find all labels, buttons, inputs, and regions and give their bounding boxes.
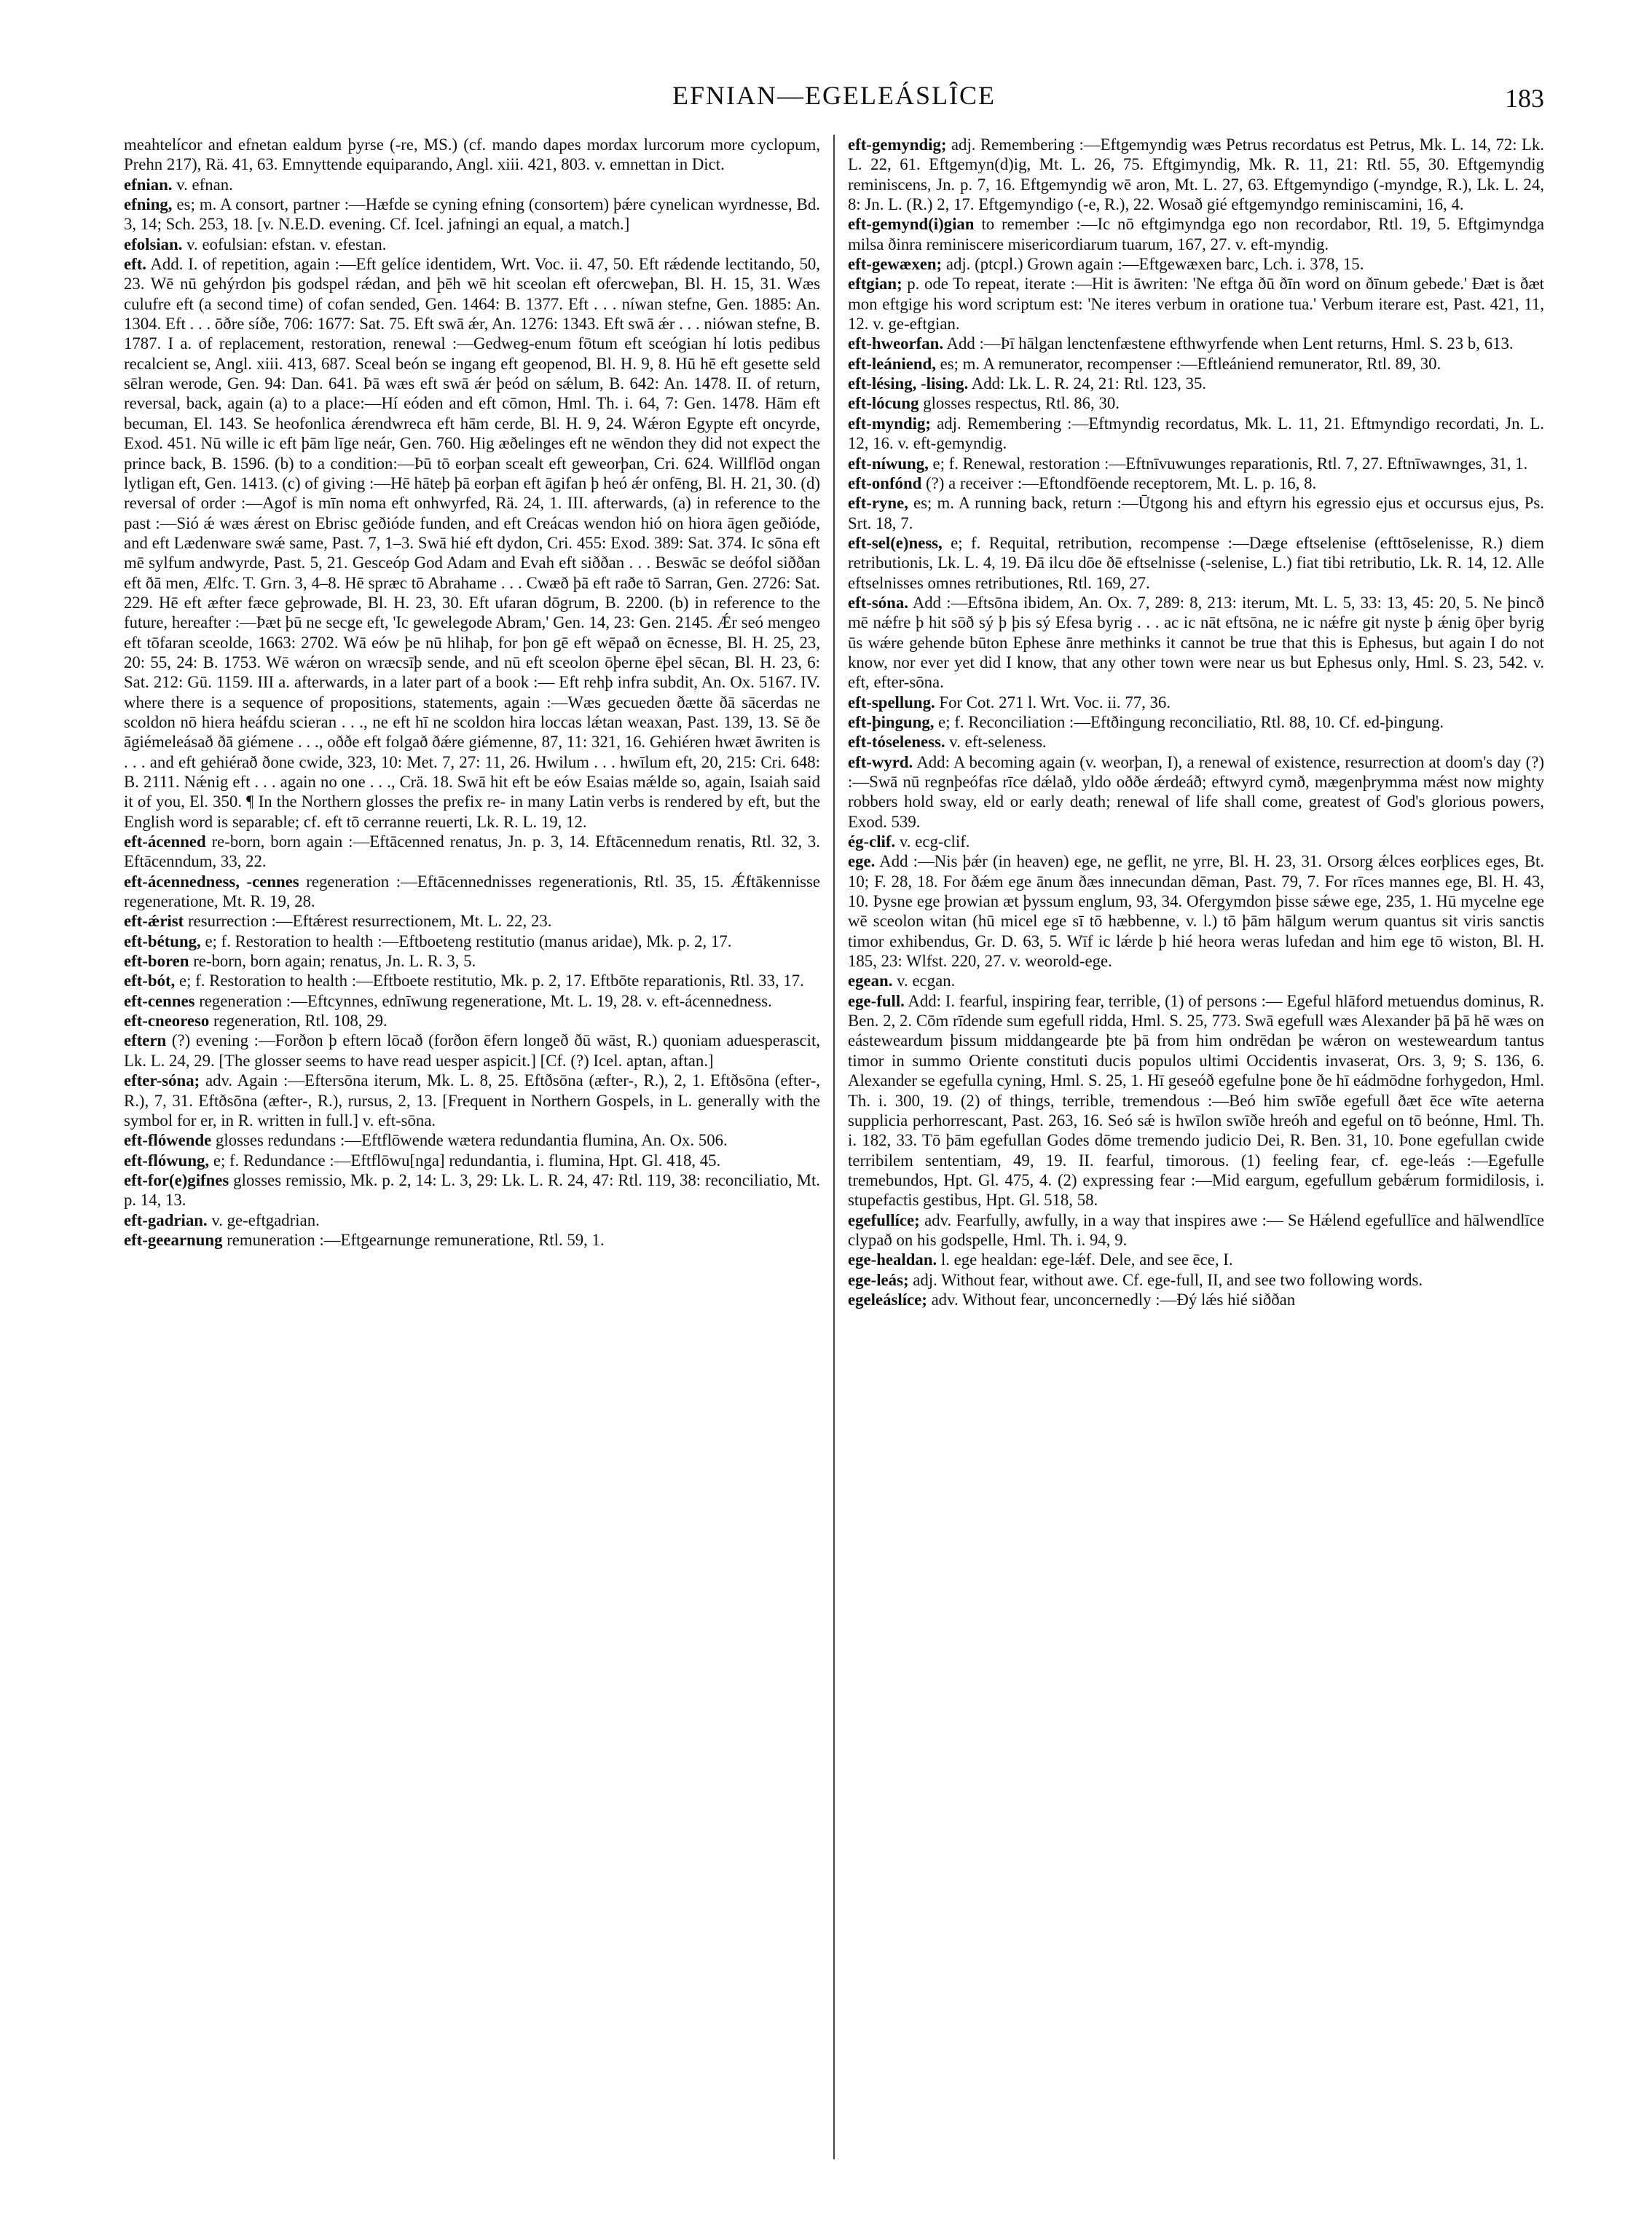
entry-headword: eft-cennes <box>124 991 195 1010</box>
dictionary-entry <box>124 1031 820 1071</box>
entry-headword: eft-bétung, <box>124 931 201 950</box>
entry-headword: ege-leás; <box>848 1270 909 1289</box>
dictionary-entry <box>848 354 1544 374</box>
dictionary-entry <box>848 135 1544 214</box>
entry-definition: regeneration, Rtl. 108, 29. <box>213 1012 388 1031</box>
dictionary-entry <box>124 1151 820 1170</box>
dictionary-entry <box>848 254 1544 274</box>
dictionary-entry <box>848 1210 1544 1250</box>
dictionary-entry <box>848 393 1544 413</box>
dictionary-entry <box>124 135 820 175</box>
dictionary-entry <box>124 254 820 832</box>
dictionary-entry <box>848 712 1544 732</box>
entry-definition: Add. I. of repetition, again :—Eft gelíce identidem, Wrt. Voc. ii. 47, 50. Eft rǽdende lectitando, 50, 23. Wē nū gehýrdon þis godspel rǽdan, and þēh wē hit sceolan eft ofercweþan, Bl. H. 15, 31. Wæs culufre eft (a second time) of cofan sended, Gen. 1464: B. 1377. Eft . . . níwan stefne, Gen. 1885: An. 1304. Eft . . . ōðre síðe, 706: 1677: Sat. 75. Eft swā ǽr, An. 1276: 1343. Eft swā ǽr . . . niówan stefne, B. 1787. I a. of replacement, restoration, renewal :—Gedweg-enum fōtum eft sceógian hí lotis pedibus recalcient se, Angl. xiii. 413, 687. Sceal beón se ingang eft geopenod, Bl. H. 9, 8. Hū hē eft gesette seld sēlran werode, Gen. 94: Dan. 641. Þā wæs eft swā ǽr þeód on sǽlum, B. 642: An. 1478. II. of return, reversal, back, again (a) to a place:—Hí eóden and eft cōmon, Hml. Th. i. 64, 7: Gen. 1478. Hām eft becuman, El. 143. Se heofonlica ǽrendwreca eft hām cerde, Bl. H. 9, 24. Wǽron Egypte eft oncyrde, Exod. 451. Nū wille ic eft þām līge neár, Gen. 760. Hig æðelinges eft ne wēndon they did not expect the prince back, B. 1596. (b) to a condition:—Þū tō eorþan scealt eft geweorþan, Cri. 624. Willflōd ongan lytligan eft, Gen. 1413. (c) of giving :—Hē hāteþ þā eorþan eft āgifan þ heó ǽr onfēng, Bl. H. 21, 30. (d) reversal of order :—Agof is mīn noma eft onhwyrfed, Rä. 24, 1. III. afterwards, (a) in reference to the past :—Sió ǽ wæs ǽrest on Ebrisc geðióde funden, and eft Creácas wendon hió on hiora āgen geðióde, and eft Lædenware swǽ same, Past. 7, 1–3. Swā hié eft dydon, Cri. 455: Exod. 389: Sat. 374. Ic sōna eft mē sylfum andwyrde, Past. 5, 21. Gesceóp God Adam and Evah eft siððan . . . Beswāc se deófol siððan eft ðā men, Ælfc. T. Grn. 3, 4–8. Hē spræc tō Abrahame . . . Cwæð þā eft raðe tō Sarran, Gen. 2726: Sat. 229. Hē eft æfter fæce geþrowade, Bl. H. 23, 30. Eft ufaran dōgrum, B. 2200. (b) in reference to the future, hereafter :—Þæt þū ne secge eft, 'Ic gewelegode Abram,' Gen. 14, 23: Gen. 2145. Ǽr seó mengeo eft tōfaran sceolde, 1663: 2702. Wā eów þe nū hlihaþ, for þon gē eft wēpað on ēcnesse, Bl. H. 25, 23, 20: 55, 24: B. 1753. Wē wǽron on wræcsīþ sende, and nū eft sceolon ōþerne ēþel sēcan, Bl. H. 23, 6: Sat. 212: Gū. 1159. III a. afterwards, in a later part of a book :— Eft rehþ infra subdit, An. Ox. 5167. IV. where there is a sequence of propositions, statements, again :—Wæs gecueden ðætte ðā sācerdas ne scoldon nō hiera heáfdu scieran . . ., ne eft hī ne scoldon hira loccas lǽtan weaxan, Past. 139, 13. Sē ðe āgiémeleásað ðā giémene . . ., oððe eft folgað ðǽre giémenne, 87, 11: 321, 16. Gehiéren hwæt āwriten is . . . and eft gehiérað ðone cwide, 323, 10: Met. 7, 27: 11, 26. Hwilum . . . hwīlum eft, 20, 215: Cri. 648: B. 2111. Nǽnig eft . . . again no one . . ., Crä. 18. Swā hit eft be eów Esaias mǽlde so, again, Isaiah said it of you, El. 350. ¶ In the Northern glosses the prefix re- in many Latin verbs is rendered by eft, but the English word is separable; cf. eft tō cerranne reuerti, Lk. R. L. 19, 12. <box>124 255 820 831</box>
entry-definition: regeneration :—Eftācennednisses regenerationis, Rtl. 35, 15. Ǽftākennisse regeneratione, Mt. R. 19, 28. <box>124 872 820 911</box>
dictionary-entry <box>848 752 1544 832</box>
entry-headword: eft-ǽrist <box>124 912 184 931</box>
entry-definition: re-born, born again; renatus, Jn. L. R. 3, 5. <box>193 952 476 971</box>
dictionary-entry <box>848 414 1544 454</box>
entry-headword: egean. <box>848 972 893 990</box>
dictionary-entry <box>124 832 820 872</box>
entry-definition: e; f. Restoration to health :—Eftboete restitutio, Mk. p. 2, 17. Eftbōte reparationis, Rtl. 33, 17. <box>178 972 804 990</box>
dictionary-entry <box>848 732 1544 752</box>
entry-definition: adv. Fearfully, awfully, in a way that inspires awe :— Se Hǽlend egefullīce and hālwendlīce clypað on his godspelle, Hml. Th. i. 94, 9. <box>848 1210 1544 1249</box>
entry-definition: Add: A becoming again (v. weorþan, I), a renewal of existence, resurrection at doom's day (?) :—Swā nū regnþeófas rīce dǽlað, yldo oððe ǽrdeáð; eftwyrd cymð, mægenþrymma mǽst now mighty robbers hold sway, eld or early death; renewal of life shall come, greatest of God's glorious powers, Exod. 539. <box>848 752 1544 831</box>
dictionary-entry <box>848 533 1544 593</box>
entry-definition: glosses redundans :—Eftflōwende wætera redundantia flumina, An. Ox. 506. <box>215 1131 728 1150</box>
entry-headword: eft-geearnung <box>124 1230 223 1249</box>
dictionary-entry <box>848 374 1544 393</box>
entry-definition: es; m. A remunerator, recompenser :—Eftleániend remunerator, Rtl. 89, 30. <box>940 354 1441 373</box>
entry-headword: eft-cneoreso <box>124 1012 210 1031</box>
entry-definition: meahtelícor and efnetan ealdum þyrse (-re, MS.) (cf. mando dapes mordax lurcorum more cyclopum, Prehn 217), Rä. 41, 63. Emnyttende equiparando, Angl. xiii. 421, 803. v. emnettan in Dict. <box>124 135 820 174</box>
entry-definition: v. ecg-clif. <box>899 832 970 851</box>
dictionary-entry <box>124 931 820 951</box>
entry-headword: eft-gemyndig; <box>848 135 947 154</box>
entry-definition: adj. Remembering :—Eftgemyndig wæs Petrus recordatus est Petrus, Mk. L. 14, 72: Lk. L. 22, 61. Eftgemyn(d)ig, Mt. L. 26, 75. Eftgimyndig, Mk. R. 11, 21: Rtl. 55, 30. Eftgemyndig reminiscens, Jn. p. 7, 16. Eftgemyndig wē aron, Mt. L. 27, 63. Eftgemyndigo (-myndge, R.), Lk. L. 24, 8: Jn. L. (R.) 2, 17. Eftgemyndigo (-e, R.), 22. Wosað gié eftgemyndgo reminiscamini, 16, 4. <box>848 135 1544 214</box>
entry-headword: eft-onfónd <box>848 473 922 492</box>
entry-headword: eft-myndig; <box>848 414 931 433</box>
dictionary-entry <box>848 1290 1544 1309</box>
entry-headword: eft-ácenned <box>124 832 206 851</box>
entry-definition: Add: Lk. L. R. 24, 21: Rtl. 123, 35. <box>971 374 1207 393</box>
entry-headword: eft-gewæxen; <box>848 255 943 274</box>
entry-headword: ég-clif. <box>848 832 896 851</box>
entry-headword: efnian. <box>124 175 173 194</box>
dictionary-entry <box>124 971 820 990</box>
dictionary-entry <box>124 991 820 1011</box>
entry-definition: v. eofulsian: efstan. v. efestan. <box>186 235 387 253</box>
page-header <box>124 80 1544 124</box>
entry-headword: eft-hweorfan. <box>848 334 944 353</box>
entry-definition: e; f. Redundance :—Eftflōwu[nga] redundantia, i. flumina, Hpt. Gl. 418, 45. <box>213 1151 721 1170</box>
dictionary-entry <box>848 1270 1544 1290</box>
entry-definition: glosses remissio, Mk. p. 2, 14: L. 3, 29: Lk. L. R. 24, 47: Rtl. 119, 38: reconciliatio, Mt. p. 14, 13. <box>124 1170 820 1210</box>
entry-definition: (?) evening :—Forðon þ eftern lōcað (forðon ēfern longeð ðū wāst, R.) quoniam aduesperascit, Lk. L. 24, 29. [The glosser seems to have read uesper aspicit.] [Cf. (?) Icel. aptan, aftan.] <box>124 1031 820 1070</box>
dictionary-entry <box>848 334 1544 353</box>
entry-definition: e; f. Requital, retribution, recompense :—Dæge eftselenise (efttōselenisse, R.) diem retributionis, Lk. L. 4, 19. Ðā ilcu dōe ðē eftselnisse (-selenise, L.) fiat tibi retributio, Lk. R. 14, 12. Alle eftselnisses omnes retributiones, Rtl. 169, 27. <box>848 533 1544 592</box>
entry-headword: eft-boren <box>124 952 189 971</box>
entry-definition: v. eft-seleness. <box>949 733 1047 752</box>
entry-definition: regeneration :—Eftcynnes, ednīwung regeneratione, Mt. L. 19, 28. v. eft-ácennedness. <box>199 991 772 1010</box>
entry-headword: egefullíce; <box>848 1210 920 1229</box>
entry-headword: eft-gadrian. <box>124 1210 208 1229</box>
entry-headword: eft-níwung, <box>848 454 929 473</box>
entry-definition: For Cot. 271 l. Wrt. Voc. ii. 77, 36. <box>939 693 1171 712</box>
entry-definition: e; f. Renewal, restoration :—Eftnīvuwunges reparationis, Rtl. 7, 27. Eftnīwawnges, 31, 1. <box>932 454 1528 473</box>
dictionary-entry <box>124 872 820 912</box>
entry-definition: e; f. Reconciliation :—Eftðingung reconciliatio, Rtl. 88, 10. Cf. ed-þingung. <box>938 712 1444 731</box>
entry-definition: v. efnan. <box>176 175 233 194</box>
dictionary-entry <box>124 911 820 931</box>
entry-definition: Add :—Eftsōna ibidem, An. Ox. 7, 289: 8, 213: iterum, Mt. L. 5, 33: 13, 45: 20, 5. Ne þincð mē nǽfre þ hit sōð sý þ þis sý Efesa byrig . . . ac ic nāt eftsōna, ne ic nǽfre git nyste þ ǽnig ōþer byrig ūs wǽre gehende būton Ephese ānre methinks it cannot be true that this is Ephesus, but again I do not know, nor ever yet did I know, that any other town were near us but Ephesus only, Hml. S. 23, 542. v. eft, efter-sōna. <box>848 593 1544 692</box>
left-column <box>124 135 820 2159</box>
columns <box>124 135 1544 2159</box>
entry-headword: eftgian; <box>848 275 902 294</box>
dictionary-entry <box>848 593 1544 693</box>
dictionary-entry <box>124 1170 820 1210</box>
entry-headword: efter-sóna; <box>124 1071 200 1090</box>
dictionary-entry <box>124 1210 820 1230</box>
entry-headword: eft-sóna. <box>848 593 908 612</box>
entry-headword: eft-lócung <box>848 394 919 413</box>
entry-definition: adj. Remembering :—Eftmyndig recordatus, Mk. L. 11, 21. Eftmyndigo recordati, Jn. L. 12, 16. v. eft-gemyndig. <box>848 414 1544 453</box>
entry-headword: eft. <box>124 255 147 274</box>
entry-headword: eft-lésing, -lising. <box>848 374 969 393</box>
entry-definition: l. ege healdan: ege-lǽf. Dele, and see ēce, I. <box>940 1250 1233 1269</box>
dictionary-entry <box>848 851 1544 971</box>
dictionary-entry <box>848 454 1544 473</box>
dictionary-entry <box>848 274 1544 334</box>
entry-headword: ege-full. <box>848 991 905 1010</box>
dictionary-entry <box>848 214 1544 254</box>
entry-headword: eft-gemynd(i)gian <box>848 215 975 234</box>
page-number: 183 <box>1505 84 1544 113</box>
entry-definition: remuneration :—Eftgearnunge remuneratione, Rtl. 59, 1. <box>227 1230 605 1249</box>
dictionary-entry <box>124 1130 820 1150</box>
entry-definition: e; f. Restoration to health :—Eftboeteng restitutio (manus aridae), Mk. p. 2, 17. <box>205 931 732 950</box>
entry-definition: adj. (ptcpl.) Grown again :—Eftgewæxen barc, Lch. i. 378, 15. <box>945 255 1364 274</box>
entry-definition: v. ecgan. <box>897 972 956 990</box>
dictionary-entry <box>848 971 1544 990</box>
dictionary-entry <box>848 493 1544 533</box>
entry-headword: eft-flówende <box>124 1131 212 1150</box>
entry-headword: eft-tóseleness. <box>848 733 945 752</box>
entry-headword: eft-wyrd. <box>848 752 913 771</box>
entry-definition: resurrection :—Eftǽrest resurrectionem, Mt. L. 22, 23. <box>187 912 552 931</box>
entry-definition: Add: I. fearful, inspiring fear, terrible, (1) of persons :— Egeful hlāford metuendus dominus, R. Ben. 2, 2. Cōm rīdende sum egefull ridda, Hml. S. 25, 773. Swā egefull wæs Alexander þā þā hē wæs on eásteweardum þissum middangearde þte þā from him ondrēdan þe wǽron on westeweardum tantus timor in summo Oriente constituti ducis populos ultimi Occidentis invaserat, Ors. 3, 9; S. 136, 6. Alexander se egefulla cyning, Hml. S. 25, 1. Hī geseóð egefulne þone ðe hī eádmōdne forhygedon, Hml. Th. i. 300, 19. (2) of things, terrible, tremendous :—Beó him swīðe egefull ðæt ēce wīte aeterna supplicia perhorrescant, Past. 263, 16. Seó sǽ is hwīlon swīðe hreóh and egeful on tō beónne, Hml. Th. i. 182, 33. Tō þām egefullan Godes dōme tremendo judicio Dei, R. Ben. 31, 10. Þone egefullan cwide terribilem sententiam, 49, 19. II. fearful, timorous. (1) feeling fear, cf. ege-leás :—Egefulle tremebundos, Hpt. Gl. 475, 4. (2) expressing fear :—Mid eargum, egefullum gebǽrum formidilosis, i. stupefactis gestibus, Hpt. Gl. 518, 58. <box>848 991 1544 1210</box>
entry-definition: (?) a receiver :—Eftondfōende receptorem, Mt. L. p. 16, 8. <box>926 473 1317 492</box>
dictionary-entry <box>124 951 820 971</box>
entry-headword: efning, <box>124 195 173 214</box>
dictionary-entry <box>848 473 1544 493</box>
entry-headword: eft-sel(e)ness, <box>848 533 943 552</box>
entry-definition: p. ode To repeat, iterate :—Hit is āwriten: 'Ne eftga ðū ðīn word on ðīnum gebede.' Ðæt is ðæt mon eftgige his word scriptum est: 'Ne iteres verbum in oratione tua.' Verbum iterare est, Past. 421, 11, 12. v. ge-eftgian. <box>848 275 1544 334</box>
entry-headword: eft-flówung, <box>124 1151 210 1170</box>
entry-definition: adj. Without fear, without awe. Cf. ege-full, II, and see two following words. <box>913 1270 1423 1289</box>
dictionary-entry <box>848 832 1544 851</box>
entry-headword: eft-bót, <box>124 972 176 990</box>
entry-definition: glosses respectus, Rtl. 86, 30. <box>923 394 1120 413</box>
entry-headword: efolsian. <box>124 235 183 253</box>
entry-definition: to remember :—Ic nō eftgimyndga ego non recordabor, Rtl. 19, 5. Eftgimyndga milsa ðinra reminiscere misericordiarum tuarum, 167, 27. v. eft-myndig. <box>848 215 1544 253</box>
dictionary-entry <box>124 1230 820 1250</box>
entry-headword: eft-ácennedness, -cennes <box>124 872 299 891</box>
entry-definition: es; m. A running back, return :—Ūtgong his and eftyrn his egressio ejus et occursus ejus, Ps. Srt. 18, 7. <box>848 494 1544 532</box>
entry-definition: Add :—Nis þǽr (in heaven) ege, ne geflit, ne yrre, Bl. H. 23, 31. Orsorg ǽlces eorþlices eges, Bt. 10; F. 28, 18. For ðǽm ege ānum ðæs innecundan dēman, Past. 79, 7. For rīces mannes ege, Bl. H. 43, 10. Þysne ege þrowian æt þyssum englum, 93, 34. Ofergymdon þisse sǽwe ege, 235, 1. Hū mycelne ege wē sceolon witan (hū micel ege sī tō hæbbenne, v. l.) tō þām hālgum werum quantus sit viris sanctis timor exhibendus, Gr. D. 63, 5. Wīf ic lǽrde þ hié heora weras lufedan and him ege tō wiston, Bl. H. 185, 23: Wlfst. 220, 27. v. weorold-ege. <box>848 852 1544 971</box>
entry-definition: Add :—Þī hālgan lenctenfæstene efthwyrfende when Lent returns, Hml. S. 23 b, 613. <box>946 334 1514 353</box>
dictionary-entry <box>124 175 820 194</box>
dictionary-entry <box>124 194 820 235</box>
entry-definition: es; m. A consort, partner :—Hæfde se cyning efning (consortem) þǽre cynelican wyrdnesse, Bd. 3, 14; Sch. 253, 18. [v. N.E.D. evening. Cf. Icel. jafningi an equal, a match.] <box>124 195 820 234</box>
dictionary-entry <box>848 1250 1544 1269</box>
dictionary-entry <box>124 1071 820 1130</box>
entry-definition: adv. Without fear, unconcernedly :—Ðý lǽs hié siððan <box>931 1290 1296 1309</box>
entry-headword: eft-ryne, <box>848 494 908 513</box>
dictionary-entry <box>848 991 1544 1210</box>
dictionary-entry <box>124 235 820 254</box>
column-divider <box>833 135 835 2159</box>
entry-headword: eftern <box>124 1031 167 1050</box>
entry-headword: egeleáslíce; <box>848 1290 927 1309</box>
entry-headword: eft-leániend, <box>848 354 936 373</box>
entry-headword: eft-þingung, <box>848 712 935 731</box>
entry-definition: re-born, born again :—Eftācenned renatus, Jn. p. 3, 14. Eftācennedum renatis, Rtl. 32, 3. Eftācenndum, 33, 22. <box>124 832 820 871</box>
dictionary-entry <box>848 693 1544 712</box>
entry-headword: eft-for(e)gifnes <box>124 1170 229 1189</box>
dictionary-entry <box>124 1011 820 1031</box>
right-column <box>848 135 1544 2159</box>
entry-definition: adv. Again :—Eftersōna iterum, Mk. L. 8, 25. Eftðsōna (æfter-, R.), 2, 1. Eftðsōna (efter-, R.), 7, 31. Eftðsōna (æfter-, R.), rursus, 2, 13. [Frequent in Northern Gospels, in L. generally with the symbol for er, in R. written in full.] v. eft-sōna. <box>124 1071 820 1130</box>
entry-headword: ege. <box>848 852 876 871</box>
running-head: EFNIAN—EGELEÁSLÎCE <box>672 81 996 110</box>
entry-headword: eft-spellung. <box>848 693 935 712</box>
entry-headword: ege-healdan. <box>848 1250 937 1269</box>
entry-definition: v. ge-eftgadrian. <box>211 1210 320 1229</box>
